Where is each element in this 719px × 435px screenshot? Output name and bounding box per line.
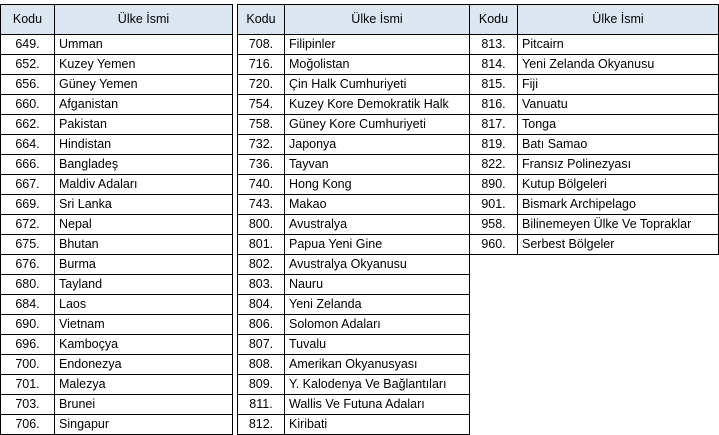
country-code: 816. — [470, 95, 518, 115]
table-row — [470, 215, 719, 235]
country-name: Filipinler — [285, 35, 470, 55]
country-code: 703. — [1, 395, 55, 415]
country-name: Güney Yemen — [55, 75, 233, 95]
country-code: 690. — [1, 315, 55, 335]
table-row — [238, 35, 470, 55]
table-row — [238, 135, 470, 155]
country-code: 669. — [1, 195, 55, 215]
table-row — [470, 235, 719, 255]
table-row — [470, 155, 719, 175]
country-name: Laos — [55, 295, 233, 315]
country-name: Tonga — [518, 115, 719, 135]
country-code: 667. — [1, 175, 55, 195]
country-code: 960. — [470, 235, 518, 255]
country-name: Moğolistan — [285, 55, 470, 75]
country-name: Solomon Adaları — [285, 315, 470, 335]
table-row — [1, 355, 233, 375]
country-name: Maldiv Adaları — [55, 175, 233, 195]
country-code: 808. — [238, 355, 285, 375]
country-name: Nauru — [285, 275, 470, 295]
country-code: 652. — [1, 55, 55, 75]
table-row — [238, 95, 470, 115]
country-code: 801. — [238, 235, 285, 255]
table-row — [470, 35, 719, 55]
header-code: Kodu — [238, 5, 285, 35]
table-row — [238, 195, 470, 215]
table-row — [1, 115, 233, 135]
country-name: Serbest Bölgeler — [518, 235, 719, 255]
country-code: 819. — [470, 135, 518, 155]
country-code: 684. — [1, 295, 55, 315]
country-name: Y. Kalodenya Ve Bağlantıları — [285, 375, 470, 395]
table-row — [1, 375, 233, 395]
table-row — [470, 115, 719, 135]
country-code: 740. — [238, 175, 285, 195]
country-code: 720. — [238, 75, 285, 95]
country-name: Wallis Ve Futuna Adaları — [285, 395, 470, 415]
country-name: Batı Samao — [518, 135, 719, 155]
table-row — [238, 375, 470, 395]
country-code: 696. — [1, 335, 55, 355]
country-name: Avustralya — [285, 215, 470, 235]
country-code: 676. — [1, 255, 55, 275]
country-name: Papua Yeni Gine — [285, 235, 470, 255]
country-name: Tuvalu — [285, 335, 470, 355]
country-code: 806. — [238, 315, 285, 335]
table-row — [1, 35, 233, 55]
country-code: 811. — [238, 395, 285, 415]
table-row — [238, 295, 470, 315]
country-name: Kiribati — [285, 415, 470, 435]
header-code: Kodu — [1, 5, 55, 35]
country-name: Kuzey Kore Demokratik Halk — [285, 95, 470, 115]
country-code: 660. — [1, 95, 55, 115]
country-name: Endonezya — [55, 355, 233, 375]
country-code: 817. — [470, 115, 518, 135]
country-code-table-3 — [469, 4, 719, 255]
country-name: Sri Lanka — [55, 195, 233, 215]
table-row — [238, 255, 470, 275]
country-name: Brunei — [55, 395, 233, 415]
country-code: 815. — [470, 75, 518, 95]
country-code-table-2 — [237, 4, 470, 435]
table-row — [470, 195, 719, 215]
table-row — [1, 155, 233, 175]
table-row — [470, 135, 719, 155]
country-code-table-1 — [0, 4, 233, 435]
country-name: Tayvan — [285, 155, 470, 175]
country-code: 754. — [238, 95, 285, 115]
country-name: Vanuatu — [518, 95, 719, 115]
country-code: 812. — [238, 415, 285, 435]
table-row — [470, 175, 719, 195]
country-code: 809. — [238, 375, 285, 395]
table-row — [1, 275, 233, 295]
table-row — [1, 235, 233, 255]
table-row — [1, 135, 233, 155]
country-name: Kutup Bölgeleri — [518, 175, 719, 195]
table-row — [238, 275, 470, 295]
country-code: 706. — [1, 415, 55, 435]
country-code: 664. — [1, 135, 55, 155]
country-code: 700. — [1, 355, 55, 375]
header-code: Kodu — [470, 5, 518, 35]
table-row — [238, 175, 470, 195]
country-name: Singapur — [55, 415, 233, 435]
country-code: 901. — [470, 195, 518, 215]
country-code: 958. — [470, 215, 518, 235]
country-code: 716. — [238, 55, 285, 75]
table-row — [238, 335, 470, 355]
country-name: Hindistan — [55, 135, 233, 155]
table-row — [1, 215, 233, 235]
country-name: Amerikan Okyanusyası — [285, 355, 470, 375]
country-code: 743. — [238, 195, 285, 215]
table-row — [470, 55, 719, 75]
table-row — [1, 295, 233, 315]
table-row — [1, 395, 233, 415]
table-row — [238, 215, 470, 235]
country-name: Tayland — [55, 275, 233, 295]
country-name: Japonya — [285, 135, 470, 155]
country-name: Afganistan — [55, 95, 233, 115]
table-row — [238, 155, 470, 175]
country-name: Kamboçya — [55, 335, 233, 355]
country-code: 666. — [1, 155, 55, 175]
country-code: 736. — [238, 155, 285, 175]
country-name: Yeni Zelanda Okyanusu — [518, 55, 719, 75]
country-name: Vietnam — [55, 315, 233, 335]
country-name: Fransız Polinezyası — [518, 155, 719, 175]
table-row — [238, 315, 470, 335]
country-name: Kuzey Yemen — [55, 55, 233, 75]
country-code: 701. — [1, 375, 55, 395]
header-country-name: Ülke İsmi — [55, 5, 233, 35]
table-row — [238, 55, 470, 75]
country-name: Bhutan — [55, 235, 233, 255]
country-code: 800. — [238, 215, 285, 235]
table-row — [238, 75, 470, 95]
table-row — [1, 255, 233, 275]
country-code: 680. — [1, 275, 55, 295]
country-name: Hong Kong — [285, 175, 470, 195]
country-name: Malezya — [55, 375, 233, 395]
table-row — [238, 235, 470, 255]
country-name: Bilinemeyen Ülke Ve Topraklar — [518, 215, 719, 235]
country-name: Pakistan — [55, 115, 233, 135]
country-code: 814. — [470, 55, 518, 75]
country-code: 758. — [238, 115, 285, 135]
header-country-name: Ülke İsmi — [518, 5, 719, 35]
country-code: 802. — [238, 255, 285, 275]
table-row — [1, 75, 233, 95]
country-name: Umman — [55, 35, 233, 55]
table-row — [1, 315, 233, 335]
country-code: 672. — [1, 215, 55, 235]
country-name: Avustralya Okyanusu — [285, 255, 470, 275]
country-name: Burma — [55, 255, 233, 275]
country-code: 822. — [470, 155, 518, 175]
country-name: Fiji — [518, 75, 719, 95]
country-code: 708. — [238, 35, 285, 55]
country-code: 813. — [470, 35, 518, 55]
table-row — [1, 195, 233, 215]
country-name: Yeni Zelanda — [285, 295, 470, 315]
country-code: 804. — [238, 295, 285, 315]
header-country-name: Ülke İsmi — [285, 5, 470, 35]
country-code: 807. — [238, 335, 285, 355]
country-code: 656. — [1, 75, 55, 95]
table-row — [470, 75, 719, 95]
table-row — [238, 395, 470, 415]
country-name: Güney Kore Cumhuriyeti — [285, 115, 470, 135]
country-name: Çin Halk Cumhuriyeti — [285, 75, 470, 95]
table-row — [238, 115, 470, 135]
table-row — [470, 95, 719, 115]
country-name: Pitcairn — [518, 35, 719, 55]
country-code: 803. — [238, 275, 285, 295]
country-name: Bangladeş — [55, 155, 233, 175]
country-name: Bismark Archipelago — [518, 195, 719, 215]
table-row — [1, 335, 233, 355]
country-code: 732. — [238, 135, 285, 155]
table-row — [1, 95, 233, 115]
country-name: Nepal — [55, 215, 233, 235]
table-row — [1, 55, 233, 75]
table-row — [1, 175, 233, 195]
country-code: 675. — [1, 235, 55, 255]
country-code: 649. — [1, 35, 55, 55]
country-code: 662. — [1, 115, 55, 135]
country-code: 890. — [470, 175, 518, 195]
table-row — [238, 355, 470, 375]
country-name: Makao — [285, 195, 470, 215]
